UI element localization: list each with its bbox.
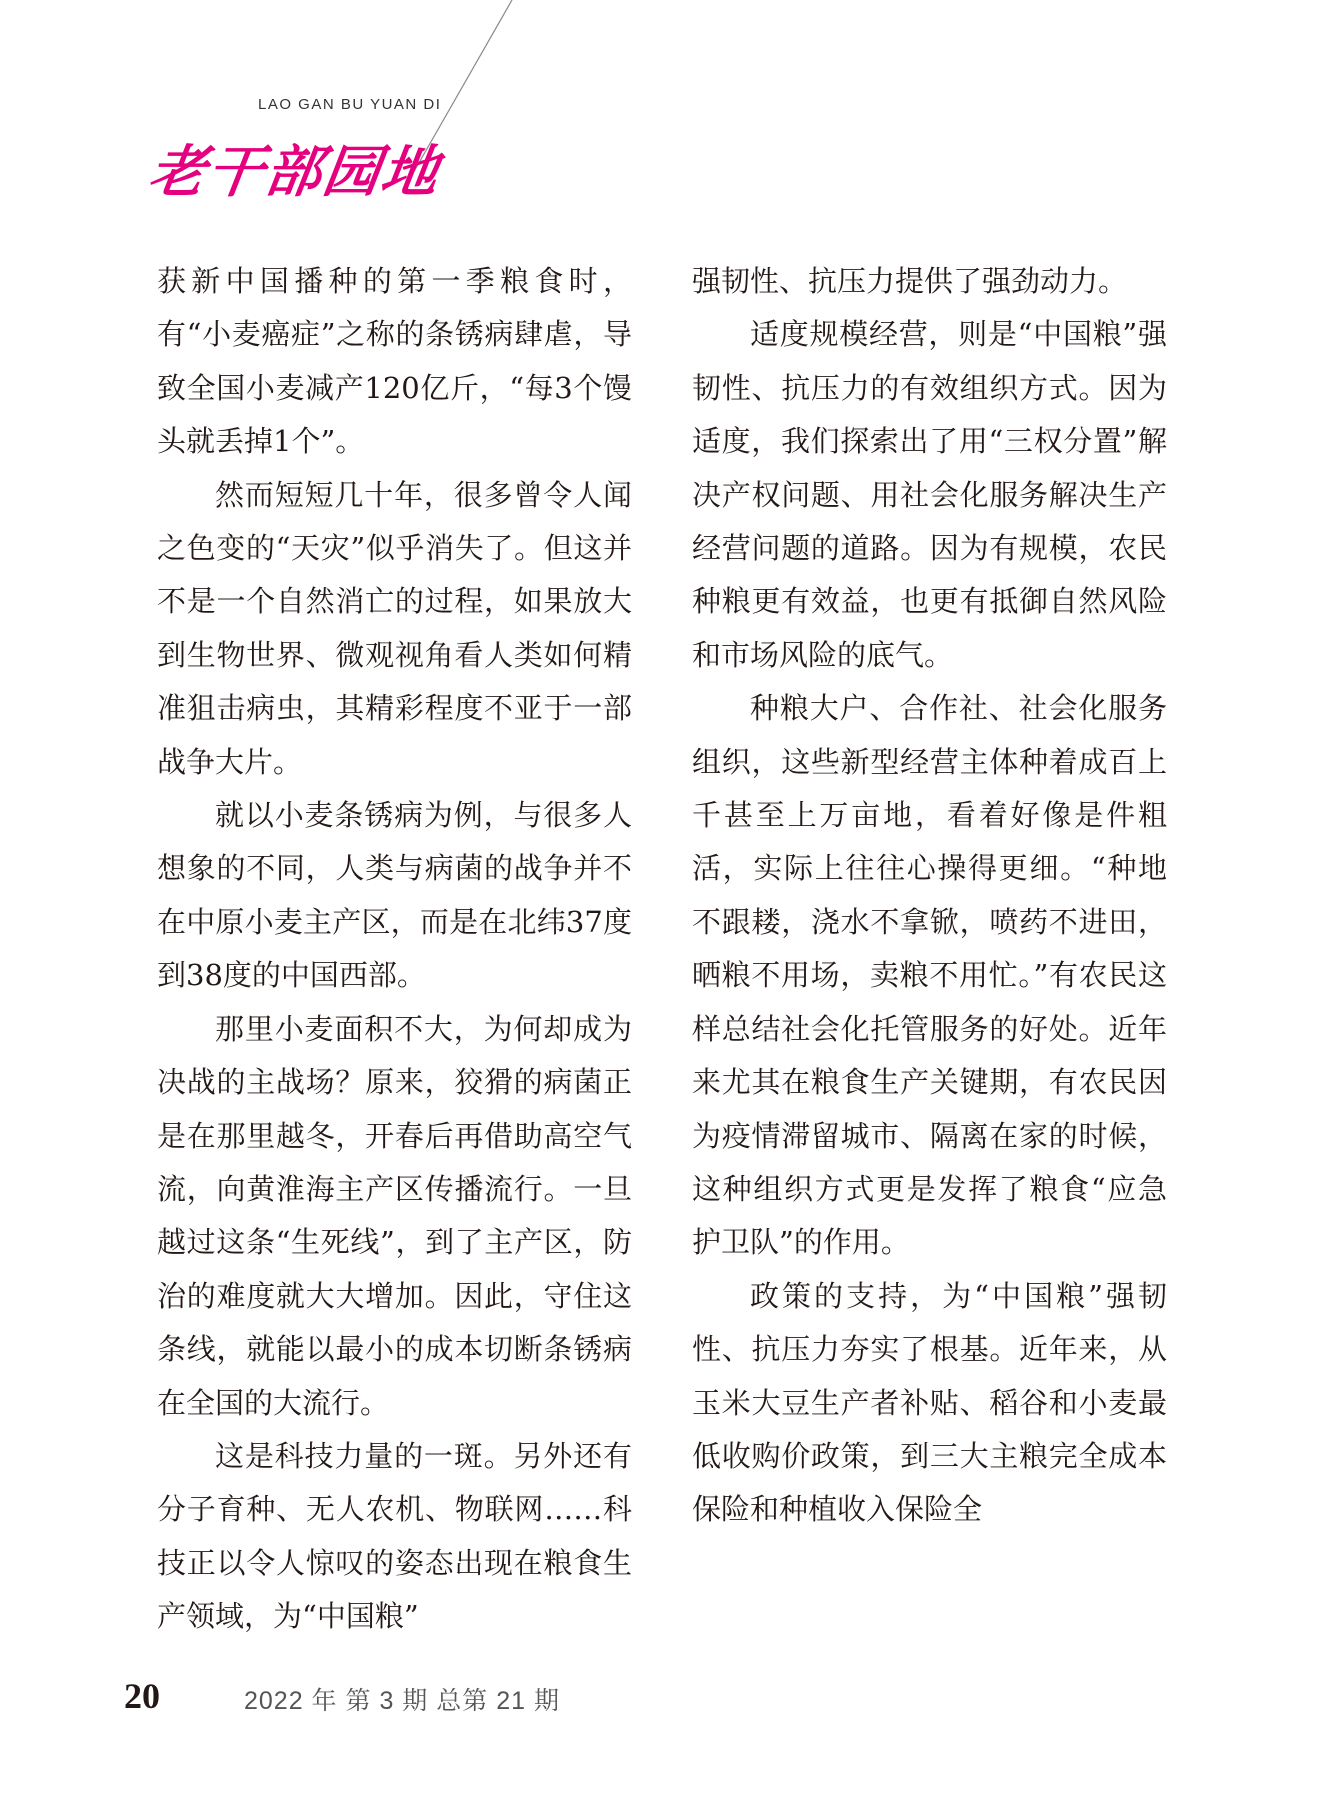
paragraph: 强韧性、抗压力提供了强劲动力。 xyxy=(692,264,1128,298)
issue-info: 2022 年 第 3 期 总第 21 期 xyxy=(244,1687,560,1715)
paragraph: 然而短短几十年，很多曾令人闻之色变的“天灾”似乎消失了。但这并不是一个自然消亡的过程，如果放大到生物世界、微观视角看人类如何精准狙击病虫，其精彩程度不亚于一部战争大片。 xyxy=(157,477,632,779)
masthead-logo: 老干部园地 xyxy=(144,139,445,205)
paragraph: 就以小麦条锈病为例，与很多人想象的不同，人类与病菌的战争并不在中原小麦主产区，而是在北纬37度到38度的中国西部。 xyxy=(157,798,632,993)
right-text-column xyxy=(692,255,1167,1537)
paragraph: 种粮大户、合作社、社会化服务组织，这些新型经营主体种着成百上千甚至上万亩地，看着好像是件粗活，实际上往往心操得更细。“种地不跟耧，浇水不拿锨，喷药不进田，晒粮不用场，卖粮不用忙。”有农民这样总结社会化托管服务的好处。近年来尤其在粮食生产关键期，有农民因为疫情滞留城市、隔离在家的时候，这种组织方式更是发挥了粮食“应急护卫队”的作用。 xyxy=(692,691,1167,1260)
left-text-column xyxy=(157,255,632,1644)
paragraph: 适度规模经营，则是“中国粮”强韧性、抗压力的有效组织方式。因为适度，我们探索出了用“三权分置”解决产权问题、用社会化服务解决生产经营问题的道路。因为有规模，农民种粮更有效益，也更有抵御自然风险和市场风险的底气。 xyxy=(692,317,1167,672)
masthead-pinyin: LAO GAN BU YUAN DI xyxy=(258,96,442,113)
paragraph: 政策的支持，为“中国粮”强韧性、抗压力夯实了根基。近年来，从玉米大豆生产者补贴、稻谷和小麦最低收购价政策，到三大主粮完全成本保险和种植收入保险全 xyxy=(692,1278,1167,1527)
paragraph: 那里小麦面积不大，为何却成为决战的主战场？原来，狡猾的病菌正是在那里越冬，开春后再借助高空气流，向黄淮海主产区传播流行。一旦越过这条“生死线”，到了主产区，防治的难度就大大增加。因此，守住这条线，就能以最小的成本切断条锈病在全国的大流行。 xyxy=(157,1011,632,1420)
page-footer xyxy=(124,1675,824,1725)
masthead xyxy=(0,0,600,205)
paragraph: 获新中国播种的第一季粮食时，有“小麦癌症”之称的条锈病肆虐，导致全国小麦减产120亿斤，“每3个馒头就丢掉1个”。 xyxy=(157,264,632,459)
page-number: 20 xyxy=(124,1676,160,1716)
paragraph: 这是科技力量的一斑。另外还有分子育种、无人农机、物联网……科技正以令人惊叹的姿态出现在粮食生产领域，为“中国粮” xyxy=(157,1438,632,1634)
